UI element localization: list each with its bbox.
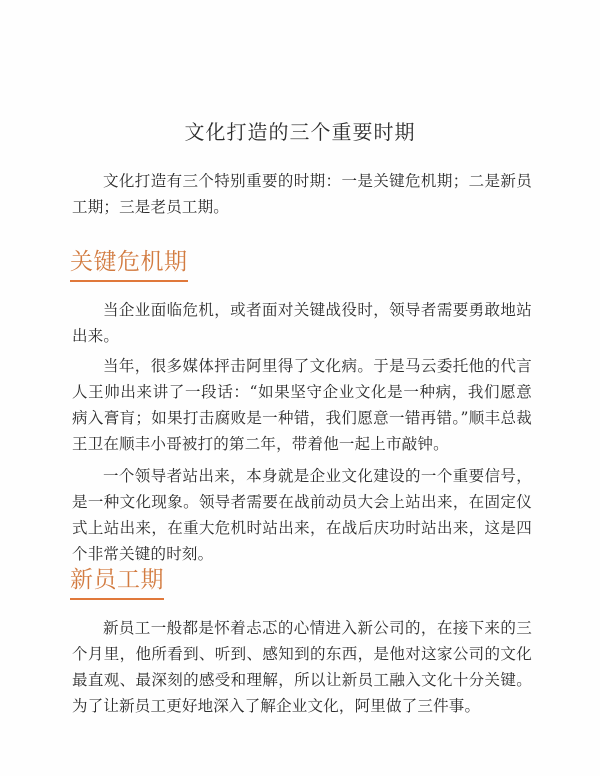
section-heading-crisis-period: 关键危机期 [70, 247, 188, 282]
page-title: 文化打造的三个重要时期 [184, 120, 416, 144]
crisis-paragraph-3: 一个领导者站出来，本身就是企业文化建设的一个重要信号，是一种文化现象。领导者需要在战前动员大会上站出来，在固定仪式上站出来，在重大危机时站出来，在战后庆功时站出来，这是四个非常关键的时刻。 [72, 467, 532, 563]
crisis-paragraph-2: 当年，很多媒体抨击阿里得了文化病。于是马云委托他的代言人王帅出来讲了一段话：“如果坚守企业文化是一种病，我们愿意病入膏肓；如果打击腐败是一种错，我们愿意一错再错。”顺丰总裁王卫在顺丰小哥被打的第二年，带着他一起上市敲钟。 [72, 357, 532, 453]
intro-paragraph: 文化打造有三个特别重要的时期：一是关键危机期；二是新员工期；三是老员工期。 [72, 172, 532, 216]
new-employee-paragraph-1: 新员工一般都是怀着忐忑的心情进入新公司的，在接下来的三个月里，他所看到、听到、感知到的东西，是他对这家公司的文化最直观、最深刻的感受和理解，所以让新员工融入文化十分关键。为了让新员工更好地深入了解企业文化，阿里做了三件事。 [72, 619, 532, 715]
section-heading-new-employee-period: 新员工期 [70, 565, 164, 600]
crisis-paragraph-1: 当企业面临危机，或者面对关键战役时，领导者需要勇敢地站出来。 [72, 301, 532, 345]
